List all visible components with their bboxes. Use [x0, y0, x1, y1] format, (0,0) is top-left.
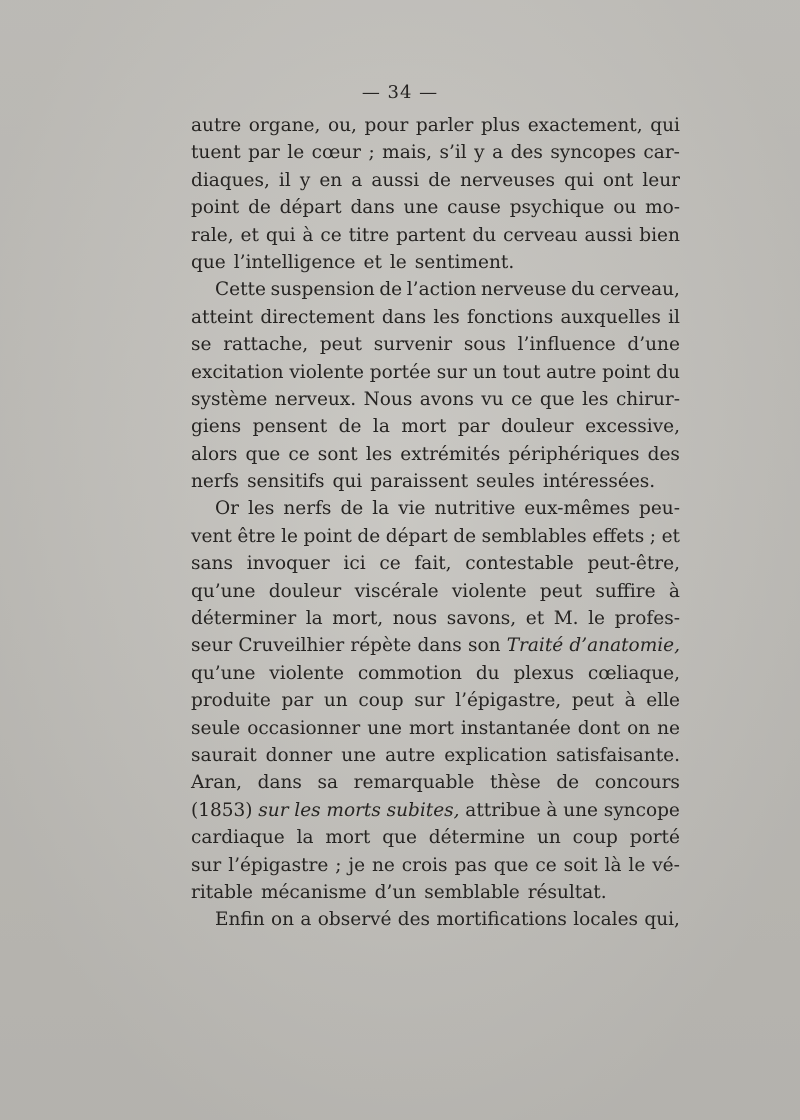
text-line [191, 222, 680, 249]
word: l’influence [517, 334, 616, 356]
word: pas [454, 854, 487, 876]
word: l’épigastre, [455, 690, 562, 712]
word: sous [463, 334, 506, 356]
word: déterminer [191, 608, 297, 630]
word: de [428, 169, 452, 191]
word: eux-mêmes [524, 498, 630, 520]
word: excitation [191, 361, 284, 383]
text-line [191, 167, 680, 194]
word: ce [288, 443, 310, 465]
word: point [303, 525, 352, 547]
word: les [248, 498, 275, 520]
word: nerveuses [460, 169, 556, 191]
word: exactement, [527, 115, 643, 136]
text-line [191, 660, 680, 687]
word: que [245, 443, 281, 465]
word: Aran, [191, 772, 243, 794]
word: excessive, [585, 416, 680, 438]
body-text [191, 112, 680, 934]
word: tuent [191, 142, 241, 164]
word: sont [317, 443, 358, 465]
word: en [319, 169, 343, 191]
word: cœliaque, [587, 662, 680, 684]
word: se [191, 334, 212, 356]
word: aussi [584, 224, 633, 246]
word: mort [408, 717, 454, 739]
word: ou, [328, 115, 357, 136]
word: seule [191, 717, 241, 739]
word: à [546, 799, 558, 821]
word: effets [592, 525, 645, 547]
word: cœur [311, 142, 362, 164]
word: alors [191, 443, 238, 465]
text-line [191, 112, 680, 139]
word: nutritive [434, 498, 516, 520]
word: système [191, 388, 268, 410]
text-line [191, 276, 680, 303]
word: seules [476, 471, 535, 493]
word: directement [260, 306, 375, 328]
word: et [363, 251, 382, 273]
word: portée [369, 361, 431, 383]
word: une [341, 744, 377, 766]
word: profes- [614, 608, 680, 630]
word: nerfs [283, 498, 332, 520]
word: survenir [373, 334, 453, 356]
word: parler [415, 115, 474, 136]
word: sans [191, 553, 233, 575]
word: être [237, 525, 276, 547]
word: viscérale [354, 580, 439, 602]
word: périphériques [508, 443, 640, 465]
text-line [191, 687, 680, 714]
word: a [492, 142, 504, 164]
word: rale, [191, 224, 234, 246]
word: que [382, 827, 417, 849]
word: l’intelligence [233, 251, 356, 273]
word: suffire [595, 580, 656, 602]
text-line [191, 742, 680, 769]
text-line [191, 495, 680, 522]
word: une [403, 197, 439, 219]
word: il [668, 306, 680, 328]
word: ce [379, 553, 401, 575]
word: on [271, 909, 295, 931]
word: cardiaque [191, 827, 285, 849]
word: que [493, 854, 529, 876]
word: semblables [481, 525, 587, 547]
word: remarquable [353, 772, 475, 794]
word: cerveau [503, 224, 578, 246]
word: Or [215, 498, 240, 520]
word: autre [546, 361, 597, 383]
word: mais, [382, 142, 433, 164]
word: douleur [268, 580, 342, 602]
text-line [191, 852, 680, 879]
text-line [191, 824, 680, 851]
word: du [656, 361, 680, 383]
word: ne [371, 854, 395, 876]
word: avons [419, 388, 474, 410]
word: instantanée [460, 717, 571, 739]
word: peu- [639, 498, 680, 520]
word: locales [573, 909, 639, 931]
word: y [474, 142, 485, 164]
word: peut-être, [587, 553, 680, 575]
word: mécanisme [260, 881, 367, 903]
word: violente [451, 580, 527, 602]
word: observé [317, 909, 392, 931]
word: satisfaisante. [556, 744, 680, 766]
word: le [389, 251, 407, 273]
word: dans [381, 306, 427, 328]
word: peut [319, 334, 362, 356]
word: dans [417, 635, 462, 657]
word: produite [191, 690, 271, 712]
word: ce [511, 388, 533, 410]
word: par [457, 416, 490, 438]
text-line [191, 906, 680, 933]
text-line [191, 715, 680, 742]
word: savons, [446, 608, 517, 630]
word: le [281, 525, 298, 547]
word: un [472, 361, 497, 383]
word: là [604, 854, 622, 876]
word: du [475, 662, 500, 684]
word: autre [191, 115, 242, 136]
word: à [302, 224, 314, 246]
word: explication [444, 744, 548, 766]
word: qui [265, 224, 296, 246]
word: qui, [644, 909, 680, 931]
word: des [397, 909, 431, 931]
word: nerveuse [481, 279, 567, 301]
word: de [248, 197, 271, 219]
word: mortifications [436, 909, 567, 931]
word: d’anatomie, [569, 635, 680, 657]
text-line [191, 468, 680, 495]
page-number: — 34 — [361, 82, 439, 103]
word: sur [414, 690, 445, 712]
word: plus [480, 115, 521, 136]
word: dans [350, 197, 395, 219]
word: mort [325, 827, 371, 849]
word: fonctions [467, 306, 554, 328]
word: la [372, 498, 390, 520]
word: psychique [509, 197, 605, 219]
word: par [248, 142, 280, 164]
word: seur [191, 635, 233, 657]
word: peut [539, 580, 582, 602]
word: plexus [513, 662, 574, 684]
word: (1853) [191, 799, 253, 821]
word: la [296, 827, 314, 849]
word: partent [396, 224, 466, 246]
word: je [348, 854, 366, 876]
word: leur [642, 169, 680, 191]
word: autre [385, 744, 436, 766]
word: Nous [363, 388, 413, 410]
word: les [433, 306, 460, 328]
text-line [191, 194, 680, 221]
word: il [278, 169, 291, 191]
word: diaques, [191, 169, 270, 191]
text-line [191, 304, 680, 331]
word: un [536, 827, 561, 849]
word: tout [502, 361, 541, 383]
word: concours [594, 772, 680, 794]
word: on [627, 717, 651, 739]
word: résultat. [527, 881, 607, 903]
word: elle [646, 690, 680, 712]
word: de [556, 772, 580, 794]
word: mo- [645, 197, 680, 219]
text-line [191, 632, 680, 659]
word: donner [265, 744, 333, 766]
word: ritable [191, 881, 253, 903]
word: saurait [191, 744, 257, 766]
word: fait, [414, 553, 452, 575]
word: à [624, 690, 636, 712]
word: la [305, 608, 323, 630]
word: M. [553, 608, 579, 630]
word: une [367, 717, 402, 739]
word: ; [335, 854, 342, 876]
word: ont [602, 169, 634, 191]
word: du [472, 224, 497, 246]
word: point [191, 197, 240, 219]
word: intéressées. [542, 471, 656, 493]
word: départ [385, 525, 448, 547]
text-line [191, 386, 680, 413]
word: y [299, 169, 311, 191]
word: pensent [252, 416, 328, 438]
word: que [539, 388, 575, 410]
word: a [351, 169, 363, 191]
word: l’action [406, 279, 477, 301]
word: sur [191, 854, 222, 876]
word: occasionner [247, 717, 361, 739]
word: Cette [215, 279, 266, 301]
word: les [294, 799, 321, 821]
word: subites, [386, 799, 460, 821]
word: morts [326, 799, 381, 821]
word: ; [368, 142, 375, 164]
text-line [191, 578, 680, 605]
word: thèse [489, 772, 541, 794]
word: un [323, 690, 348, 712]
word: violente [289, 361, 364, 383]
word: sur [258, 799, 289, 821]
word: coup [572, 827, 618, 849]
word: syncope [603, 799, 680, 821]
word: par [281, 690, 314, 712]
word: ; [649, 525, 656, 547]
word: paraissent [370, 471, 469, 493]
word: qui [564, 169, 594, 191]
word: répète [350, 635, 412, 657]
text-line [191, 769, 680, 796]
text-line [191, 441, 680, 468]
word: vé- [652, 854, 680, 876]
word: organe, [248, 115, 321, 136]
word: invoquer [246, 553, 330, 575]
word: dans [257, 772, 302, 794]
word: ne [657, 717, 680, 739]
word: nerveux. [274, 388, 357, 410]
text-line [191, 550, 680, 577]
word: peut [571, 690, 614, 712]
word: mort [401, 416, 447, 438]
text-line [191, 331, 680, 358]
word: des [510, 142, 543, 164]
word: vu [481, 388, 504, 410]
text-line [191, 797, 680, 824]
word: extrémités [400, 443, 501, 465]
word: vent [191, 525, 232, 547]
word: le [628, 854, 646, 876]
word: auxquelles [560, 306, 661, 328]
word: sensitifs [247, 471, 325, 493]
word: nous [392, 608, 438, 630]
word: et [525, 608, 545, 630]
word: de [338, 416, 362, 438]
word: ou [613, 197, 637, 219]
word: ce [535, 854, 557, 876]
word: cerveau, [599, 279, 680, 301]
word: violente [269, 662, 344, 684]
word: départ [279, 197, 342, 219]
word: pour [364, 115, 409, 136]
word: ici [343, 553, 366, 575]
word: que [191, 251, 226, 273]
word: a [300, 909, 312, 931]
word: la [372, 416, 390, 438]
word: de [453, 525, 477, 547]
word: rattache, [223, 334, 309, 356]
word: cause [447, 197, 501, 219]
word: syncopes [550, 142, 636, 164]
word: coup [358, 690, 404, 712]
word: l’épigastre [228, 854, 329, 876]
word: et [661, 525, 680, 547]
word: qu’une [191, 580, 256, 602]
word: détermine [428, 827, 526, 849]
word: de [379, 279, 403, 301]
text-line [191, 523, 680, 550]
word: d’un [374, 881, 417, 903]
word: giens [191, 416, 242, 438]
word: mort, [332, 608, 384, 630]
word: des [647, 443, 680, 465]
word: sa [317, 772, 339, 794]
word: les [365, 443, 393, 465]
word: son [467, 635, 501, 657]
word: dont [577, 717, 621, 739]
word: une [563, 799, 598, 821]
word: contestable [465, 553, 574, 575]
word: Traité [506, 635, 564, 657]
word: de [340, 498, 364, 520]
word: ce [320, 224, 342, 246]
word: commotion [357, 662, 462, 684]
word: Enfin [215, 909, 265, 931]
word: à [668, 580, 680, 602]
word: nerfs [191, 471, 240, 493]
word: et [240, 224, 259, 246]
word: soit [563, 854, 598, 876]
word: d’une [627, 334, 680, 356]
word: aussi [371, 169, 420, 191]
word: douleur [501, 416, 574, 438]
word: point [602, 361, 651, 383]
text-line [191, 413, 680, 440]
text-line [191, 605, 680, 632]
word: attribue [465, 799, 541, 821]
word: qui [650, 115, 680, 136]
word: qu’une [191, 662, 256, 684]
word: s’il [439, 142, 467, 164]
word: titre [348, 224, 390, 246]
word: le [588, 608, 605, 630]
text-line [191, 879, 680, 906]
text-line [191, 249, 680, 276]
word: bien [639, 224, 680, 246]
word: crois [401, 854, 448, 876]
word: du [571, 279, 595, 301]
word: semblable [424, 881, 520, 903]
word: porté [629, 827, 680, 849]
word: Cruveilhier [238, 635, 345, 657]
word: les [582, 388, 609, 410]
word: qui [332, 471, 363, 493]
text-line [191, 139, 680, 166]
word: chirur- [615, 388, 680, 410]
word: sur [436, 361, 468, 383]
word: de [357, 525, 381, 547]
word: vie [398, 498, 426, 520]
word: suspension [270, 279, 375, 301]
word: car- [643, 142, 680, 164]
word: sentiment. [414, 251, 515, 273]
text-line [191, 359, 680, 386]
word: atteint [191, 306, 254, 328]
word: le [287, 142, 305, 164]
